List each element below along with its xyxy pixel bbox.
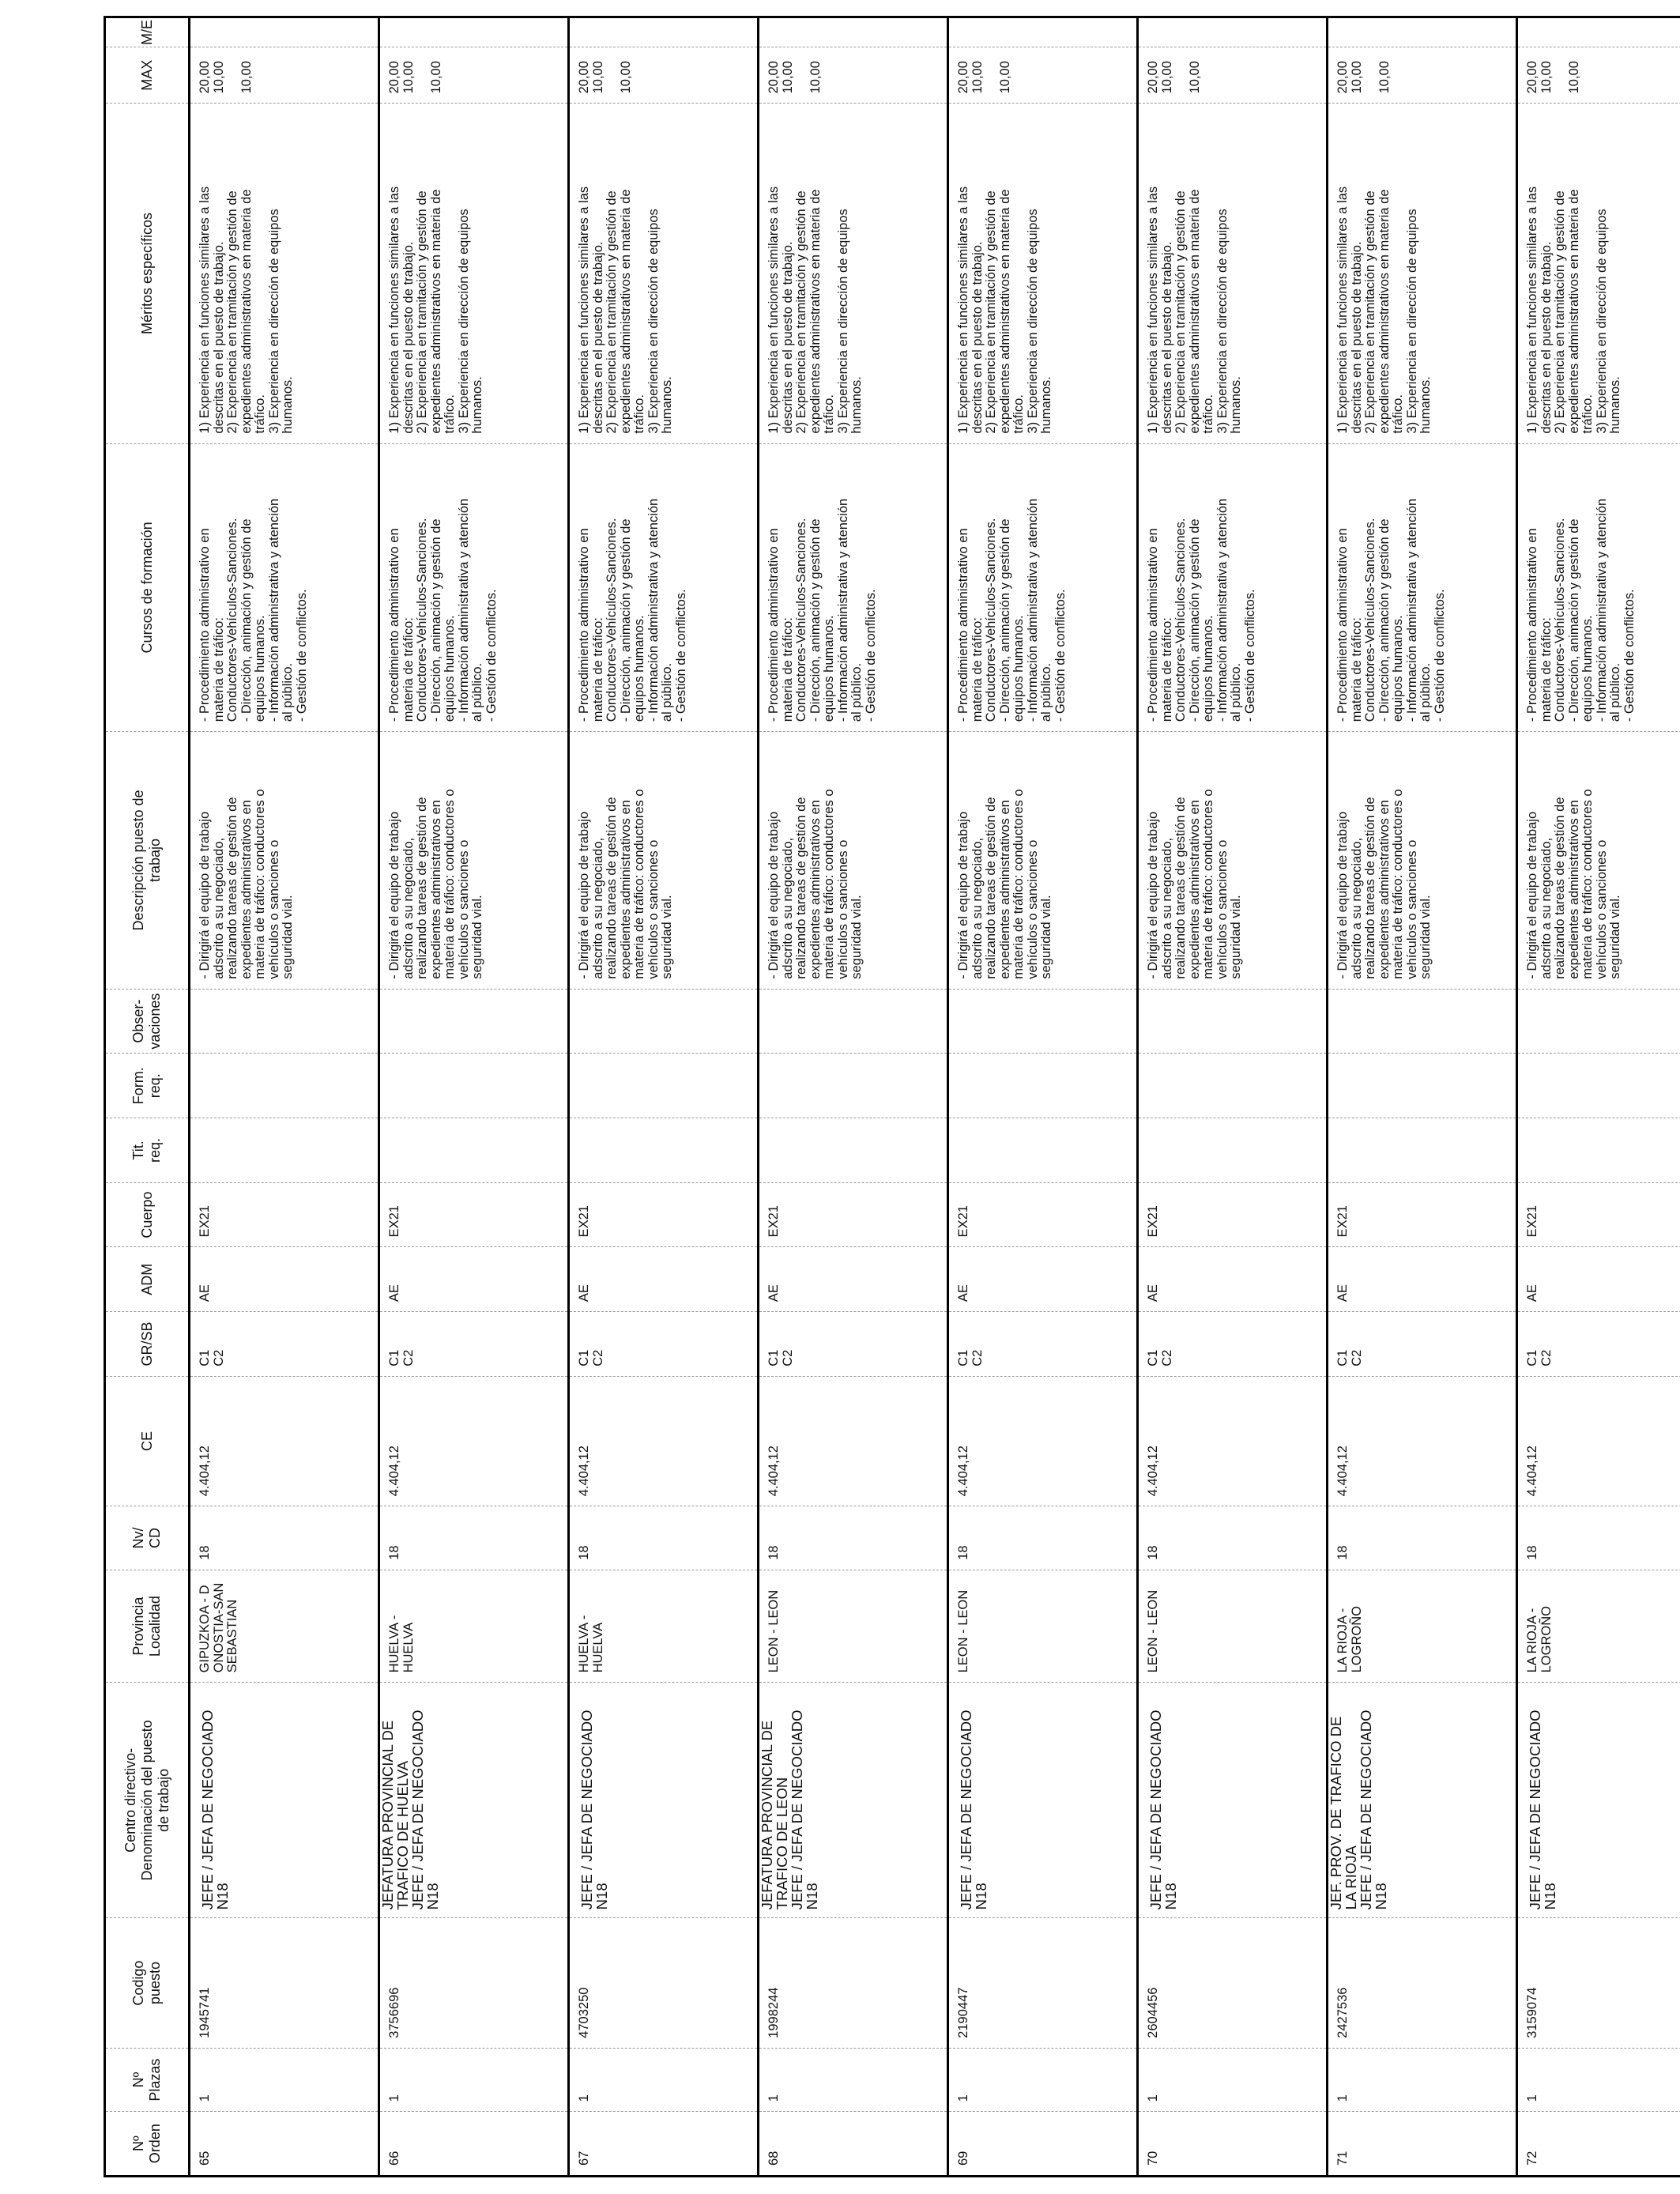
cell-adm: AE	[379, 1247, 569, 1312]
cell-me	[1517, 17, 1680, 47]
cell-me	[190, 17, 379, 47]
cell-adm: AE	[1328, 1247, 1517, 1312]
cell-orden: 69	[948, 2112, 1138, 2177]
header-cursos: Cursos de formación	[105, 443, 190, 732]
header-provincia: Provincia Localidad	[105, 1570, 190, 1683]
cell-nivel: 18	[1328, 1506, 1517, 1570]
cell-ce: 4.404,12	[1138, 1376, 1328, 1506]
cell-orden: 71	[1328, 2112, 1517, 2177]
cell-max: 20,00 10,00 10,00	[1138, 47, 1328, 104]
cell-plazas: 1	[190, 2048, 379, 2112]
cell-descripcion: - Dirigirá el equipo de trabajo adscrito a su negociado, realizando tareas de gestión de expedientes administrativos en materia de tráfico: conductores o vehículos o sanciones o seguridad vial.	[1328, 732, 1517, 990]
cell-plazas: 1	[759, 2048, 948, 2112]
header-me: M/E	[105, 17, 190, 47]
cell-centro	[948, 1683, 1138, 1918]
cell-obs	[1328, 989, 1517, 1054]
cell-plazas: 1	[1138, 2048, 1328, 2112]
puesto-denominacion: JEFE / JEFA DE NEGOCIADO N18	[199, 1710, 231, 1910]
table-row	[1138, 17, 1328, 2177]
puesto-denominacion: JEFE / JEFA DE NEGOCIADO N18	[789, 1710, 820, 1910]
cell-provincia: LEON - LEON	[948, 1570, 1138, 1683]
cell-codigo: 2190447	[948, 1918, 1138, 2048]
cell-cursos: - Procedimiento administrativo en materia de tráfico: Conductores-Vehículos-Sanciones. - Dirección, animación y gestión de equipos humanos. - Información administrativa y atención al público. - Gestión de conflictos.	[759, 443, 948, 732]
cell-tit	[759, 1118, 948, 1183]
cell-tit	[1517, 1118, 1680, 1183]
cell-form	[190, 1054, 379, 1118]
cell-me	[569, 17, 759, 47]
cell-me	[948, 17, 1138, 47]
cell-provincia: LEON - LEON	[759, 1570, 948, 1683]
cell-centro	[569, 1683, 759, 1918]
cell-codigo: 3756696	[379, 1918, 569, 2048]
puesto-denominacion: JEFE / JEFA DE NEGOCIADO N18	[578, 1710, 610, 1910]
puesto-denominacion: JEFE / JEFA DE NEGOCIADO N18	[1147, 1710, 1179, 1910]
cell-nivel: 18	[1138, 1506, 1328, 1570]
centro-directivo: JEF. PROV. DE TRAFICO DE LA RIOJA	[1328, 1716, 1359, 1910]
cell-max: 20,00 10,00 10,00	[569, 47, 759, 104]
cell-plazas: 1	[1328, 2048, 1517, 2112]
cell-max: 20,00 10,00 10,00	[759, 47, 948, 104]
cell-cursos: - Procedimiento administrativo en materia de tráfico: Conductores-Vehículos-Sanciones. - Dirección, animación y gestión de equipos humanos. - Información administrativa y atención al público. - Gestión de conflictos.	[948, 443, 1138, 732]
cell-plazas: 1	[569, 2048, 759, 2112]
cell-nivel: 18	[1517, 1506, 1680, 1570]
cell-grupo: C1 C2	[569, 1312, 759, 1377]
cell-nivel: 18	[190, 1506, 379, 1570]
cell-codigo: 1998244	[759, 1918, 948, 2048]
cell-orden: 65	[190, 2112, 379, 2177]
cell-nivel: 18	[569, 1506, 759, 1570]
table-row	[759, 17, 948, 2177]
cell-adm: AE	[948, 1247, 1138, 1312]
cell-provincia: HUELVA - HUELVA	[569, 1570, 759, 1683]
cell-meritos: 1) Experiencia en funciones similares a las descritas en el puesto de trabajo. 2) Experiencia en tramitación y gestión de expedientes administrativos en materia de tráfico. 3) Experiencia en dirección de equipos humanos.	[569, 104, 759, 443]
cell-ce: 4.404,12	[569, 1376, 759, 1506]
header-nivel: Nv/ CD	[105, 1506, 190, 1570]
cell-cuerpo: EX21	[1138, 1182, 1328, 1247]
cell-descripcion: - Dirigirá el equipo de trabajo adscrito a su negociado, realizando tareas de gestión de expedientes administrativos en materia de tráfico: conductores o vehículos o sanciones o seguridad vial.	[759, 732, 948, 990]
cell-grupo: C1 C2	[190, 1312, 379, 1377]
cell-cursos: - Procedimiento administrativo en materia de tráfico: Conductores-Vehículos-Sanciones. - Dirección, animación y gestión de equipos humanos. - Información administrativa y atención al público. - Gestión de conflictos.	[1328, 443, 1517, 732]
cell-plazas: 1	[379, 2048, 569, 2112]
cell-grupo: C1 C2	[1138, 1312, 1328, 1377]
cell-orden: 68	[759, 2112, 948, 2177]
cell-meritos: 1) Experiencia en funciones similares a las descritas en el puesto de trabajo. 2) Experiencia en tramitación y gestión de expedientes administrativos en materia de tráfico. 3) Experiencia en dirección de equipos humanos.	[190, 104, 379, 443]
vacancies-table	[104, 16, 1680, 2177]
cell-provincia: GIPUZKOA - D ONOSTIA-SAN SEBASTIAN	[190, 1570, 379, 1683]
cell-tit	[569, 1118, 759, 1183]
cell-meritos: 1) Experiencia en funciones similares a las descritas en el puesto de trabajo. 2) Experiencia en tramitación y gestión de expedientes administrativos en materia de tráfico. 3) Experiencia en dirección de equipos humanos.	[948, 104, 1138, 443]
cell-tit	[1328, 1118, 1517, 1183]
cell-obs	[1138, 989, 1328, 1054]
cell-cursos: - Procedimiento administrativo en materia de tráfico: Conductores-Vehículos-Sanciones. - Dirección, animación y gestión de equipos humanos. - Información administrativa y atención al público. - Gestión de conflictos.	[1517, 443, 1680, 732]
table-row	[379, 17, 569, 2177]
header-plazas: Nº Plazas	[105, 2048, 190, 2112]
table-row	[190, 17, 379, 2177]
cell-max: 20,00 10,00 10,00	[379, 47, 569, 104]
cell-plazas: 1	[948, 2048, 1138, 2112]
cell-meritos: 1) Experiencia en funciones similares a las descritas en el puesto de trabajo. 2) Experiencia en tramitación y gestión de expedientes administrativos en materia de tráfico. 3) Experiencia en dirección de equipos humanos.	[379, 104, 569, 443]
cell-cursos: - Procedimiento administrativo en materia de tráfico: Conductores-Vehículos-Sanciones. - Dirección, animación y gestión de equipos humanos. - Información administrativa y atención al público. - Gestión de conflictos.	[379, 443, 569, 732]
cell-form	[569, 1054, 759, 1118]
cell-max: 20,00 10,00 10,00	[1328, 47, 1517, 104]
cell-provincia: LA RIOJA - LOGROÑO	[1517, 1570, 1680, 1683]
header-max: MAX	[105, 47, 190, 104]
table-row	[569, 17, 759, 2177]
header-tit: Tit. req.	[105, 1118, 190, 1183]
cell-form	[759, 1054, 948, 1118]
cell-form	[1328, 1054, 1517, 1118]
cell-obs	[759, 989, 948, 1054]
cell-tit	[190, 1118, 379, 1183]
cell-codigo: 2427536	[1328, 1918, 1517, 2048]
cell-centro	[1138, 1683, 1328, 1918]
cell-max: 20,00 10,00 10,00	[190, 47, 379, 104]
cell-cursos: - Procedimiento administrativo en materia de tráfico: Conductores-Vehículos-Sanciones. - Dirección, animación y gestión de equipos humanos. - Información administrativa y atención al público. - Gestión de conflictos.	[569, 443, 759, 732]
cell-adm: AE	[1138, 1247, 1328, 1312]
cell-cuerpo: EX21	[948, 1182, 1138, 1247]
puesto-denominacion: JEFE / JEFA DE NEGOCIADO N18	[958, 1710, 989, 1910]
header-grupo: GR/SB	[105, 1312, 190, 1377]
cell-grupo: C1 C2	[759, 1312, 948, 1377]
cell-meritos: 1) Experiencia en funciones similares a las descritas en el puesto de trabajo. 2) Experiencia en tramitación y gestión de expedientes administrativos en materia de tráfico. 3) Experiencia en dirección de equipos humanos.	[759, 104, 948, 443]
cell-centro	[1328, 1683, 1517, 1918]
header-form: Form. req.	[105, 1054, 190, 1118]
cell-tit	[1138, 1118, 1328, 1183]
cell-orden: 72	[1517, 2112, 1680, 2177]
cell-adm: AE	[1517, 1247, 1680, 1312]
cell-obs	[379, 989, 569, 1054]
cell-max: 20,00 10,00 10,00	[1517, 47, 1680, 104]
cell-obs	[190, 989, 379, 1054]
cell-meritos: 1) Experiencia en funciones similares a las descritas en el puesto de trabajo. 2) Experiencia en tramitación y gestión de expedientes administrativos en materia de tráfico. 3) Experiencia en dirección de equipos humanos.	[1138, 104, 1328, 443]
cell-cuerpo: EX21	[569, 1182, 759, 1247]
cell-cuerpo: EX21	[379, 1182, 569, 1247]
cell-orden: 70	[1138, 2112, 1328, 2177]
cell-ce: 4.404,12	[379, 1376, 569, 1506]
cell-centro	[190, 1683, 379, 1918]
cell-cuerpo: EX21	[1517, 1182, 1680, 1247]
cell-cuerpo: EX21	[1328, 1182, 1517, 1247]
table-row	[1517, 17, 1680, 2177]
cell-orden: 67	[569, 2112, 759, 2177]
cell-descripcion: - Dirigirá el equipo de trabajo adscrito a su negociado, realizando tareas de gestión de expedientes administrativos en materia de tráfico: conductores o vehículos o sanciones o seguridad vial.	[569, 732, 759, 990]
header-obs: Obser- vaciones	[105, 989, 190, 1054]
cell-grupo: C1 C2	[1328, 1312, 1517, 1377]
cell-provincia: LEON - LEON	[1138, 1570, 1328, 1683]
table-body	[190, 17, 1680, 2177]
cell-me	[759, 17, 948, 47]
header-ce: CE	[105, 1376, 190, 1506]
puesto-denominacion: JEFE / JEFA DE NEGOCIADO N18	[1358, 1710, 1389, 1910]
cell-form	[1138, 1054, 1328, 1118]
cell-ce: 4.404,12	[1328, 1376, 1517, 1506]
cell-ce: 4.404,12	[948, 1376, 1138, 1506]
cell-centro	[379, 1683, 569, 1918]
cell-meritos: 1) Experiencia en funciones similares a las descritas en el puesto de trabajo. 2) Experiencia en tramitación y gestión de expedientes administrativos en materia de tráfico. 3) Experiencia en dirección de equipos humanos.	[1517, 104, 1680, 443]
cell-grupo: C1 C2	[948, 1312, 1138, 1377]
cell-ce: 4.404,12	[759, 1376, 948, 1506]
header-meritos: Méritos específicos	[105, 104, 190, 443]
header-descripcion: Descripción puesto de trabajo	[105, 732, 190, 990]
header-adm: ADM	[105, 1247, 190, 1312]
cell-provincia: LA RIOJA - LOGROÑO	[1328, 1570, 1517, 1683]
cell-codigo: 3159074	[1517, 1918, 1680, 2048]
cell-nivel: 18	[948, 1506, 1138, 1570]
cell-descripcion: - Dirigirá el equipo de trabajo adscrito a su negociado, realizando tareas de gestión de expedientes administrativos en materia de tráfico: conductores o vehículos o sanciones o seguridad vial.	[1517, 732, 1680, 990]
cell-nivel: 18	[379, 1506, 569, 1570]
cell-codigo: 1945741	[190, 1918, 379, 2048]
table-row	[1328, 17, 1517, 2177]
cell-me	[379, 17, 569, 47]
header-centro: Centro directivo- Denominación del puesto de trabajo	[105, 1683, 190, 1918]
cell-cuerpo: EX21	[759, 1182, 948, 1247]
cell-form	[948, 1054, 1138, 1118]
cell-ce: 4.404,12	[1517, 1376, 1680, 1506]
cell-me	[1138, 17, 1328, 47]
table-row	[948, 17, 1138, 2177]
centro-directivo: JEFATURA PROVINCIAL DE TRAFICO DE HUELVA	[379, 1720, 411, 1910]
header-row	[105, 17, 190, 2177]
cell-nivel: 18	[759, 1506, 948, 1570]
cell-obs	[569, 989, 759, 1054]
cell-cuerpo: EX21	[190, 1182, 379, 1247]
cell-cursos: - Procedimiento administrativo en materia de tráfico: Conductores-Vehículos-Sanciones. - Dirección, animación y gestión de equipos humanos. - Información administrativa y atención al público. - Gestión de conflictos.	[1138, 443, 1328, 732]
cell-descripcion: - Dirigirá el equipo de trabajo adscrito a su negociado, realizando tareas de gestión de expedientes administrativos en materia de tráfico: conductores o vehículos o sanciones o seguridad vial.	[948, 732, 1138, 990]
cell-plazas: 1	[1517, 2048, 1680, 2112]
cell-obs	[948, 989, 1138, 1054]
rotated-table-wrapper	[104, 16, 1680, 2177]
cell-me	[1328, 17, 1517, 47]
cell-codigo: 4703250	[569, 1918, 759, 2048]
cell-descripcion: - Dirigirá el equipo de trabajo adscrito a su negociado, realizando tareas de gestión de expedientes administrativos en materia de tráfico: conductores o vehículos o sanciones o seguridad vial.	[190, 732, 379, 990]
cell-ce: 4.404,12	[190, 1376, 379, 1506]
header-codigo: Codigo puesto	[105, 1918, 190, 2048]
cell-adm: AE	[759, 1247, 948, 1312]
cell-form	[1517, 1054, 1680, 1118]
cell-meritos: 1) Experiencia en funciones similares a las descritas en el puesto de trabajo. 2) Experiencia en tramitación y gestión de expedientes administrativos en materia de tráfico. 3) Experiencia en dirección de equipos humanos.	[1328, 104, 1517, 443]
header-cuerpo: Cuerpo	[105, 1182, 190, 1247]
cell-centro	[759, 1683, 948, 1918]
cell-tit	[948, 1118, 1138, 1183]
cell-grupo: C1 C2	[379, 1312, 569, 1377]
cell-descripcion: - Dirigirá el equipo de trabajo adscrito a su negociado, realizando tareas de gestión de expedientes administrativos en materia de tráfico: conductores o vehículos o sanciones o seguridad vial.	[1138, 732, 1328, 990]
cell-tit	[379, 1118, 569, 1183]
header-orden: Nº Orden	[105, 2112, 190, 2177]
cell-descripcion: - Dirigirá el equipo de trabajo adscrito a su negociado, realizando tareas de gestión de expedientes administrativos en materia de tráfico: conductores o vehículos o sanciones o seguridad vial.	[379, 732, 569, 990]
cell-centro	[1517, 1683, 1680, 1918]
cell-provincia: HUELVA - HUELVA	[379, 1570, 569, 1683]
cell-adm: AE	[569, 1247, 759, 1312]
cell-codigo: 2604456	[1138, 1918, 1328, 2048]
centro-directivo: JEFATURA PROVINCIAL DE TRAFICO DE LEON	[759, 1720, 790, 1910]
cell-adm: AE	[190, 1247, 379, 1312]
cell-obs	[1517, 989, 1680, 1054]
cell-grupo: C1 C2	[1517, 1312, 1680, 1377]
cell-cursos: - Procedimiento administrativo en materia de tráfico: Conductores-Vehículos-Sanciones. - Dirección, animación y gestión de equipos humanos. - Información administrativa y atención al público. - Gestión de conflictos.	[190, 443, 379, 732]
puesto-denominacion: JEFE / JEFA DE NEGOCIADO N18	[409, 1710, 441, 1910]
cell-max: 20,00 10,00 10,00	[948, 47, 1138, 104]
cell-orden: 66	[379, 2112, 569, 2177]
cell-form	[379, 1054, 569, 1118]
puesto-denominacion: JEFE / JEFA DE NEGOCIADO N18	[1527, 1710, 1558, 1910]
